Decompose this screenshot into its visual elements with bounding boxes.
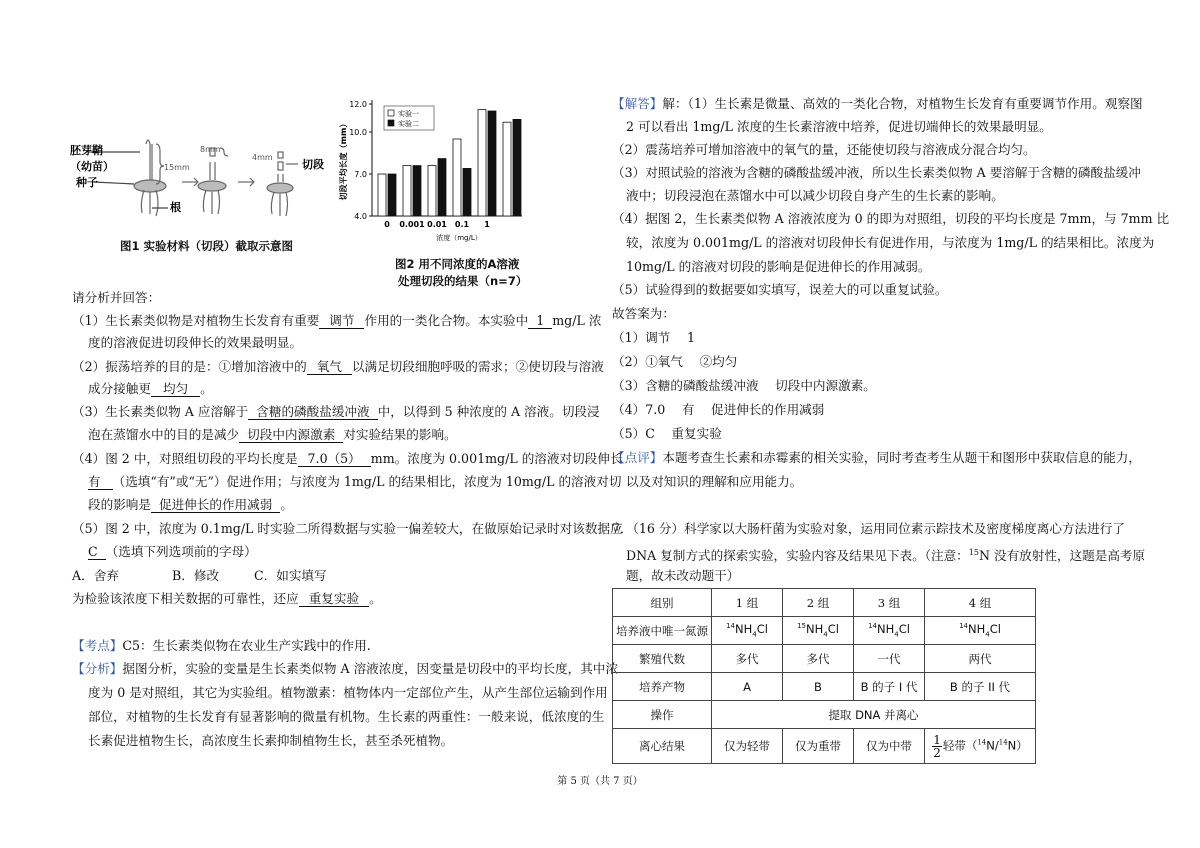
answer-line-1: （1）调节 1 bbox=[612, 330, 695, 345]
answer-5-blank: C bbox=[88, 544, 106, 560]
jieda-line1: 【解答】解：（1）生长素是微量、高效的一类化合物，对植物生长发育有重要调节作用。观察图 bbox=[612, 96, 1143, 111]
jieda-line2: 2 可以看出 1mg/L 浓度的生长素溶液中培养，促进切端伸长的效果最明显。 bbox=[626, 119, 1052, 134]
question-5-line2: C （选填下列选项前的字母） bbox=[88, 544, 257, 559]
root-label: 根 bbox=[170, 201, 181, 214]
kaodian-tag: 【考点】 bbox=[72, 638, 123, 653]
answer-4c-blank: 促进伸长的作用减弱 bbox=[151, 497, 280, 513]
jieda-line4: （3）对照试验的溶液为含糖的磷酸盐缓冲液，所以生长素类似物 A 要溶解于含糖的磷酸盐缓冲 bbox=[612, 165, 1141, 180]
bar-exp2 bbox=[513, 119, 521, 216]
dianping-tag: 【点评】 bbox=[612, 450, 663, 465]
question-2-line1: （2）振荡培养的目的是：①增加溶液中的 氧气 以满足切段细胞呼吸的需求；②使切段与溶液 bbox=[72, 359, 604, 374]
x-axis-label: 浓度（mg/L） bbox=[436, 234, 482, 242]
answer-3-blank: 含糖的磷酸盐缓冲液 bbox=[248, 404, 377, 420]
jieda-line7: 较，浓度为 0.001mg/L 的溶液对切段伸长有促进作用，与浓度为 1mg/L 的结果相比。浓度为 bbox=[626, 235, 1155, 250]
table-row-nitrogen: 培养液中唯一氮源 $^{14}NH_4Cl$ $^{15}NH_4Cl$ $^{14}NH_4Cl$ $^{14}NH_4Cl$ bbox=[613, 617, 1036, 645]
legend-swatch bbox=[388, 120, 394, 126]
fenxi-line3: 部位，对植物的生长发育有显著影响的微量有机物。生长素的两重性：一般来说，低浓度的生 bbox=[88, 709, 605, 724]
figure-2-caption-line2: 处理切段的结果（n=7） bbox=[398, 274, 528, 288]
table-row-results: 离心结果 仅为轻带 仅为重带 仅为中带 $\frac{1}{2}$ 轻带（$^{14}$N/$^{14}$N） bbox=[613, 729, 1036, 764]
bar-exp1 bbox=[503, 122, 511, 216]
table-row-products: 培养产物 A B B 的子 I 代 B 的子 II 代 bbox=[613, 673, 1036, 701]
figure-1-caption: 图1 实验材料（切段）截取示意图 bbox=[120, 239, 294, 253]
bar-exp1 bbox=[453, 139, 461, 216]
answer-line-2: （2）①氧气 ②均匀 bbox=[612, 354, 738, 369]
dist-15mm: 15mm bbox=[164, 163, 190, 172]
bar-exp2 bbox=[463, 168, 471, 216]
intro-text: 请分析并回答： bbox=[72, 290, 161, 305]
figure-1-diagram bbox=[70, 118, 340, 238]
legend-swatch bbox=[388, 110, 394, 116]
question-1-line2: 度的溶液促进切段伸长的效果最明显。 bbox=[88, 335, 303, 350]
jieda-line3: （2）震荡培养可增加溶液中的氧气的量，还能使切段与溶液成分混合均匀。 bbox=[612, 142, 1036, 157]
table-header-row: 组别 1 组 2 组 3 组 4 组 bbox=[613, 589, 1036, 617]
question-3-line1: （3）生长素类似物 A 应溶解于 含糖的磷酸盐缓冲液 中，以得到 5 种浓度的 A 溶液。切段浸 bbox=[72, 404, 600, 419]
answer-2b-blank: 均匀 bbox=[151, 381, 200, 397]
coleoptile-label: 胚芽鞘 bbox=[70, 144, 103, 157]
jieda-line9: （5）试验得到的数据要如实填写，误差大的可以重复试验。 bbox=[612, 282, 948, 297]
question-3-line2: 泡在蒸馏水中的目的是减少 切段中内源激素 对实验结果的影响。 bbox=[88, 427, 457, 442]
figure-2-caption-line1: 图2 用不同浓度的A溶液 bbox=[395, 257, 520, 271]
answer-3b-blank: 切段中内源激素 bbox=[239, 427, 343, 443]
dist-8mm: 8mm bbox=[200, 145, 221, 154]
experiment-table bbox=[612, 588, 1036, 764]
y-tick-label: 4.0 bbox=[354, 212, 367, 221]
bar-exp2 bbox=[438, 159, 446, 216]
jieda-line8: 10mg/L 的溶液对切段的影响是促进伸长的作用减弱。 bbox=[626, 259, 931, 274]
question-7-line3: 题，故未改动题干） bbox=[626, 568, 740, 583]
answer-1b-blank: 1 bbox=[528, 313, 552, 329]
question-7-line1: 7．（16 分）科学家以大肠杆菌为实验对象，运用同位素示踪技术及密度梯度离心方法进行了 bbox=[612, 521, 1125, 536]
answer-line-4: （4）7.0 有 促进伸长的作用减弱 bbox=[612, 402, 825, 417]
bar-exp2 bbox=[413, 166, 421, 216]
fenxi-line2: 度为 0 是对照组，其它为实验组。植物激素：植物体内一定部位产生，从产生部位运输到作用 bbox=[88, 685, 608, 700]
seedling-label: （幼苗） bbox=[70, 160, 114, 173]
segment-label: 切段 bbox=[302, 158, 324, 171]
x-tick-label: 0.1 bbox=[454, 220, 470, 229]
bar-exp1 bbox=[378, 174, 386, 216]
fenxi-line1: 【分析】据图分析，实验的变量是生长素类似物 A 溶液浓度，因变量是切段中的平均长度，其中浓 bbox=[72, 661, 619, 676]
result-group-4: $\frac{1}{2}$ 轻带（$^{14}$N/$^{14}$N） bbox=[925, 729, 1036, 764]
x-tick-label: 0.001 bbox=[399, 220, 425, 229]
option-a: A．舍弃 bbox=[72, 568, 119, 583]
legend-label: 实验二 bbox=[398, 120, 419, 128]
bar-exp2 bbox=[388, 174, 396, 216]
figure-2-bar-chart bbox=[332, 96, 532, 256]
question-2-line2: 成分接触更 均匀 。 bbox=[88, 381, 213, 396]
question-7-line2: DNA 复制方式的探索实验，实验内容及结果见下表。（注意：$^{15}$N 没有放射性，这题是高考原 bbox=[626, 548, 1146, 564]
legend-label: 实验一 bbox=[398, 110, 419, 118]
answer-4-blank: 7.0（5） bbox=[298, 451, 371, 467]
y-tick-label: 7.0 bbox=[354, 170, 367, 179]
question-1-line1: （1）生长素类似物是对植物生长发育有重要 调节 作用的一类化合物。本实验中 1 mg/L 浓 bbox=[72, 313, 602, 328]
question-5-line1: （5）图 2 中，浓度为 0.1mg/L 时实验二所得数据与实验一偏差较大，在做原始记录时对该数据应 bbox=[72, 521, 623, 536]
page-footer: 第 5 页（共 7 页） bbox=[557, 776, 643, 787]
dist-4mm: 4mm bbox=[252, 153, 273, 162]
table-row-operation: 操作 提取 DNA 并离心 bbox=[613, 701, 1036, 729]
fenxi-line4: 长素促进植物生长，高浓度生长素抑制植物生长，甚至杀死植物。 bbox=[88, 733, 454, 748]
answer-line-5: （5）C 重复实验 bbox=[612, 426, 722, 441]
answer-5b-blank: 重复实验 bbox=[299, 591, 369, 607]
answer-1-blank: 调节 bbox=[319, 313, 364, 329]
x-tick-label: 0.01 bbox=[427, 220, 447, 229]
bar-exp2 bbox=[488, 111, 496, 216]
question-4-line3: 段的影响是 促进伸长的作用减弱 。 bbox=[88, 497, 293, 512]
y-tick-label: 10.0 bbox=[349, 128, 367, 137]
y-axis-label: 切段平均长度（mm） bbox=[339, 119, 348, 201]
x-tick-label: 1 bbox=[484, 220, 490, 229]
table-row-generations: 繁殖代数 多代 多代 一代 两代 bbox=[613, 645, 1036, 673]
bar-exp1 bbox=[428, 166, 436, 216]
seed-label: 种子 bbox=[76, 176, 98, 189]
answer-4b-blank: 有 bbox=[88, 474, 113, 490]
answers-title: 故答案为： bbox=[612, 306, 675, 321]
option-b: B．修改 bbox=[172, 568, 220, 583]
dianping-line2: 以及对知识的理解和应用能力。 bbox=[626, 474, 803, 489]
bar-exp1 bbox=[403, 166, 411, 216]
question-5-line3: 为检验该浓度下相关数据的可靠性，还应 重复实验 。 bbox=[72, 591, 382, 606]
kaodian-line: 【考点】C5：生长素类似物在农业生产实践中的作用. bbox=[72, 638, 371, 653]
jieda-line6: （4）据图 2，生长素类似物 A 溶液浓度为 0 的即为对照组，切段的平均长度是 7mm，与 7mm 比 bbox=[612, 211, 1170, 226]
dianping-line1: 【点评】本题考查生长素和赤霉素的相关实验，同时考查考生从题干和图形中获取信息的能力， bbox=[612, 450, 1141, 465]
jieda-line5: 液中；切段浸泡在蒸馏水中可以减少切段自身产生的生长素的影响。 bbox=[626, 188, 1004, 203]
jieda-tag: 【解答】 bbox=[612, 96, 663, 111]
question-4-line2: 有 （选填“有”或“无”）促进作用；与浓度为 1mg/L 的结果相比，浓度为 10mg/L 的溶液对切 bbox=[88, 474, 622, 489]
x-tick-label: 0 bbox=[384, 220, 390, 229]
answer-line-3: （3）含糖的磷酸盐缓冲液 切段中内源激素。 bbox=[612, 378, 876, 393]
question-4-line1: （4）图 2 中，对照组切段的平均长度是 7.0（5） mm。浓度为 0.001mg/L 的溶液对切段伸长 bbox=[72, 451, 623, 466]
bar-exp1 bbox=[478, 110, 486, 216]
fenxi-tag: 【分析】 bbox=[72, 661, 123, 676]
answer-2-blank: 氧气 bbox=[307, 359, 352, 375]
option-c: C．如实填写 bbox=[254, 568, 327, 583]
y-tick-label: 12.0 bbox=[349, 100, 367, 109]
